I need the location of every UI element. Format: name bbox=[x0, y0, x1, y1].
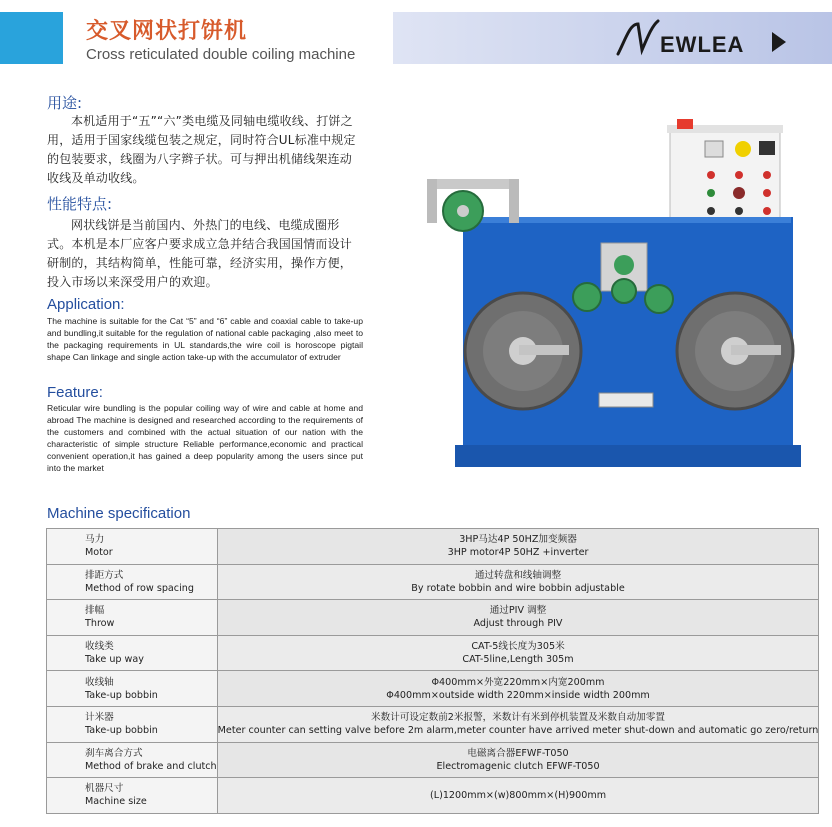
newlead-logo bbox=[612, 18, 802, 60]
machine-illustration bbox=[405, 105, 815, 475]
application-heading: Application: bbox=[47, 296, 125, 313]
spec-value-cn: Φ400mm×外宽220mm×内宽200mm bbox=[431, 676, 605, 688]
spec-key bbox=[47, 671, 218, 707]
spec-row bbox=[47, 671, 819, 707]
spec-title: Machine specification bbox=[47, 505, 191, 522]
usage-heading: 用途: bbox=[47, 94, 83, 112]
spec-value-en: CAT-5line,Length 305m bbox=[462, 654, 574, 666]
usage-text: 本机适用于“五”“六”类电缆及同轴电缆收线、打饼之用，适用于国家线缆包装之规定，同时符合UL标准中规定的包装要求，线圈为八字辫子状。可与押出机储线架连动收线及单动收线。 bbox=[47, 114, 356, 185]
spec-key-cn: 刹车离合方式 bbox=[85, 747, 143, 759]
feature-heading: Feature: bbox=[47, 384, 103, 401]
spec-value bbox=[217, 778, 819, 814]
spec-row bbox=[47, 529, 819, 565]
spec-key-en: Motor bbox=[85, 547, 113, 559]
spec-value bbox=[217, 706, 819, 742]
spec-key-en: Machine size bbox=[85, 796, 147, 808]
spec-key-cn: 收线类 bbox=[85, 641, 114, 653]
spec-row bbox=[47, 778, 819, 814]
spec-value-cn: 通过PIV 调整 bbox=[489, 605, 547, 617]
spec-value-en: Electromagenic clutch EFWF-T050 bbox=[436, 760, 600, 772]
features-text: 网状线饼是当前国内、外热门的电线、电缆成圈形式。本机是本厂应客户要求成立急并结合我国国情而设计研制的，其结构简单，性能可靠，经济实用，操作方便，投入市场以来深受用户的欢迎。 bbox=[47, 218, 353, 289]
feature-text: Reticular wire bundling is the popular coiling way of wire and cable at home and abroad The machine is designed and researched according to the requirements of the customers and combined with the actual situation of our nation with the characteristic of simple structure Reliable performance,economic and practical convenient operation,it has gained a deep popularity among the users since put into the market bbox=[47, 403, 363, 473]
spec-value-en: Meter counter can setting valve before 2m alarm,meter counter have arrived meter shut-down and automatic go zero/return bbox=[217, 725, 819, 737]
spec-value-cn: (L)1200mm×(w)800mm×(H)900mm bbox=[429, 789, 607, 801]
spec-key-cn: 收线轴 bbox=[85, 676, 114, 688]
svg-text:EWLEA: EWLEA bbox=[660, 32, 745, 57]
spec-value bbox=[217, 671, 819, 707]
features-heading: 性能特点: bbox=[47, 195, 113, 213]
spec-key bbox=[47, 600, 218, 636]
spec-row bbox=[47, 706, 819, 742]
spec-value-cn: CAT-5线长度为305米 bbox=[471, 641, 565, 653]
spec-value-cn: 3HP马达4P 50HZ加变频器 bbox=[459, 534, 577, 546]
spec-value bbox=[217, 742, 819, 778]
spec-key-cn: 排幅 bbox=[85, 605, 105, 617]
spec-key bbox=[47, 778, 218, 814]
spec-key-cn: 马力 bbox=[85, 534, 105, 546]
spec-key-cn: 机器尺寸 bbox=[85, 783, 124, 795]
spec-value bbox=[217, 564, 819, 600]
application-text: The machine is suitable for the Cat “5” and “6” cable and coaxial cable to take-up and bundling,it suitable for the regulation of national cable packaging ,also meet to the packaging requirements in UL standards,the wire coil is horoscope pigtail shape Can linkage and single action take-up with the accumulator of extruder bbox=[47, 316, 363, 362]
spec-value bbox=[217, 635, 819, 671]
spec-key-en: Throw bbox=[85, 618, 115, 630]
spec-value-en: Φ400mm×outside width 220mm×inside width 200mm bbox=[386, 689, 650, 701]
spec-key bbox=[47, 706, 218, 742]
spec-row bbox=[47, 635, 819, 671]
spec-value bbox=[217, 529, 819, 565]
spec-key-en: Method of brake and clutch bbox=[85, 760, 217, 772]
page-title-en: Cross reticulated double coiling machine bbox=[86, 46, 356, 63]
spec-key-cn: 排距方式 bbox=[85, 569, 124, 581]
spec-table bbox=[46, 528, 819, 814]
spec-row bbox=[47, 742, 819, 778]
spec-key-en: Take-up bobbin bbox=[85, 689, 158, 701]
spec-key-en: Take up way bbox=[85, 654, 144, 666]
spec-row bbox=[47, 564, 819, 600]
spec-key-cn: 计米器 bbox=[85, 712, 114, 724]
spec-value-en: 3HP motor4P 50HZ +inverter bbox=[447, 547, 589, 559]
spec-key bbox=[47, 529, 218, 565]
spec-row bbox=[47, 600, 819, 636]
spec-value-cn: 米数计可设定数前2米报警，米数计有米到停机装置及米数自动加零置 bbox=[371, 712, 665, 724]
spec-key-en: Take-up bobbin bbox=[85, 725, 158, 737]
spec-value-en: Adjust through PIV bbox=[473, 618, 563, 630]
spec-value-cn: 电磁离合器EFWF-T050 bbox=[467, 747, 569, 759]
spec-value-en: By rotate bobbin and wire bobbin adjustable bbox=[411, 582, 625, 594]
header-accent-block bbox=[0, 12, 63, 64]
page-title-cn: 交叉网状打饼机 bbox=[86, 19, 248, 44]
spec-value-cn: 通过转盘和线轴调整 bbox=[474, 569, 562, 581]
spec-key bbox=[47, 635, 218, 671]
spec-key-en: Method of row spacing bbox=[85, 582, 194, 594]
spec-value bbox=[217, 600, 819, 636]
spec-key bbox=[47, 742, 218, 778]
spec-key bbox=[47, 564, 218, 600]
